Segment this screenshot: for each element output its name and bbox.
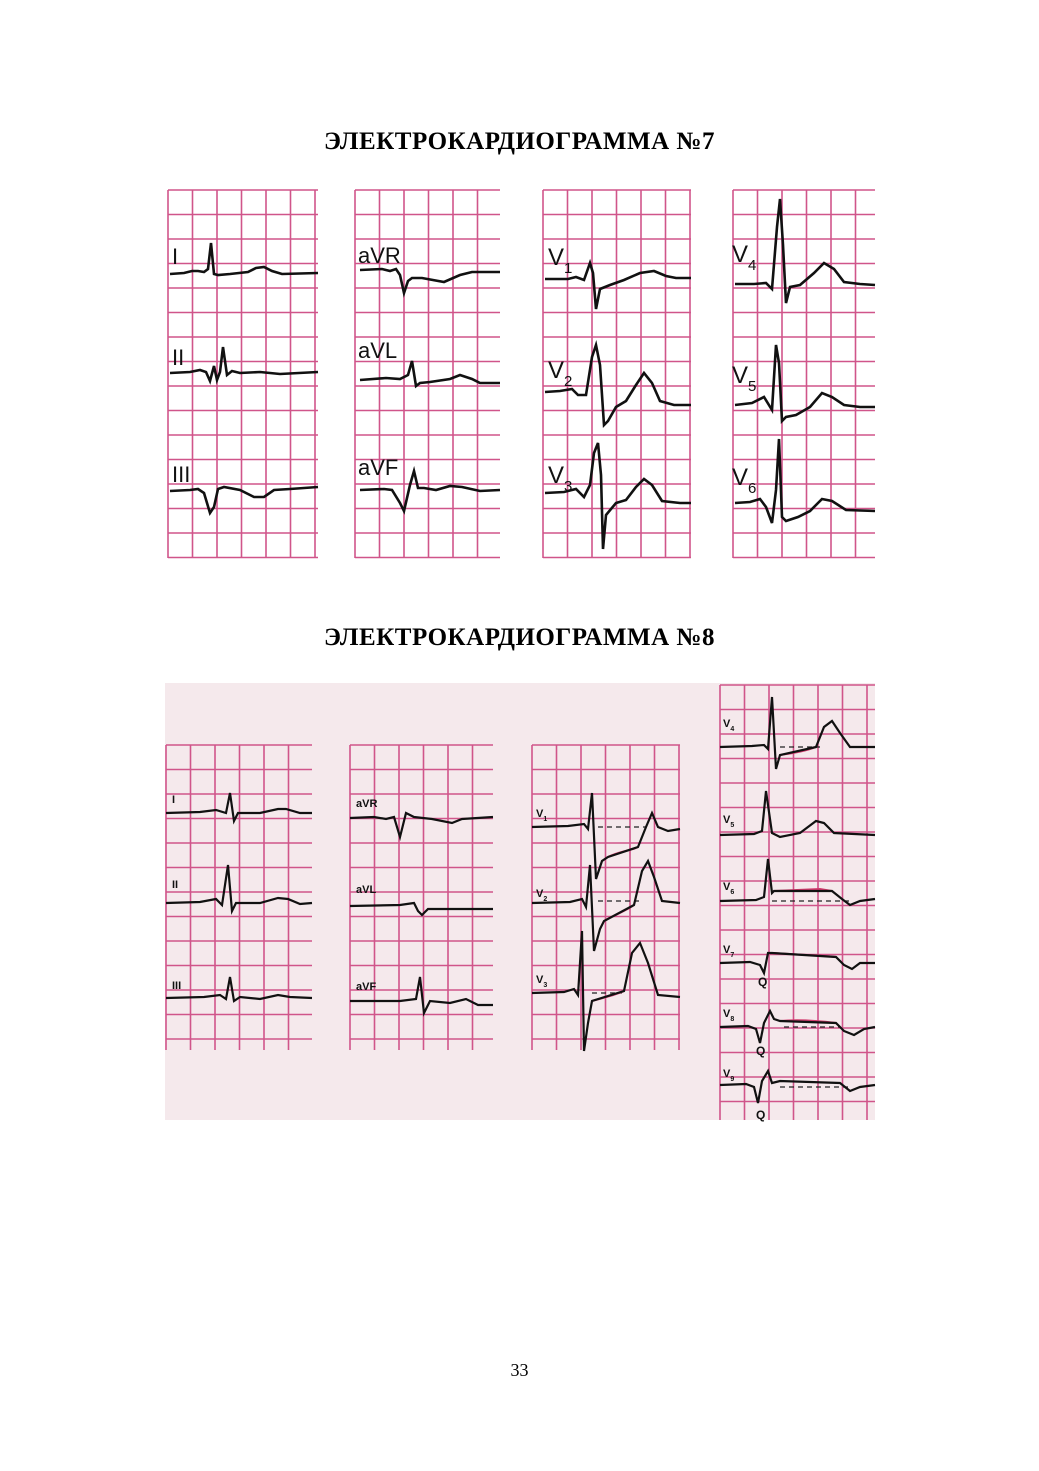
ecg-8-lead-label-ii: II	[172, 879, 179, 891]
ecg-7-lead-label-v3: $V_3$	[548, 462, 573, 495]
ecg-7-lead-label-v5: $V_5$	[732, 362, 757, 395]
ecg-7-figure	[160, 185, 880, 560]
ecg-7-lead-label-v4: $V_4$	[732, 241, 757, 274]
ecg-7-lead-label-i: I	[172, 244, 179, 269]
ecg-8-lead-label-v5: $V_5$	[723, 814, 735, 829]
ecg-8-q-marker-v7: Q	[758, 975, 768, 989]
ecg-8-lead-label-v6: $V_6$	[723, 881, 735, 896]
ecg-8-lead-label-avf: aVF	[356, 981, 377, 993]
ecg-8-lead-label-v8: $V_8$	[723, 1008, 735, 1023]
ecg-8-lead-label-v2: $V_2$	[536, 888, 548, 903]
ecg-7-lead-label-v2: $V_2$	[548, 357, 573, 390]
ecg-7-trace-avl	[360, 361, 500, 386]
ecg-8-lead-label-v3: $V_3$	[536, 974, 548, 989]
ecg-7-trace-avr	[360, 269, 500, 293]
ecg-7-lead-label-v1: $V_1$	[548, 244, 573, 277]
ecg-8-lead-label-i: I	[172, 794, 176, 806]
ecg-8-lead-label-v9: $V_9$	[723, 1068, 735, 1083]
ecg-7-lead-label-avf: aVF	[358, 455, 399, 480]
ecg-7-grid-col-4	[733, 190, 875, 558]
ecg-7-lead-label-avr: aVR	[358, 243, 401, 268]
ecg-8-lead-label-v4: $V_4$	[723, 718, 735, 733]
ecg-8-q-marker-v9: Q	[756, 1108, 766, 1122]
ecg-8-lead-label-avr: aVR	[356, 798, 378, 810]
ecg-8-lead-label-v7: $V_7$	[723, 944, 735, 959]
ecg-8-title: ЭЛЕКТРОКАРДИОГРАММА №8	[323, 624, 716, 651]
ecg-7-lead-label-v6: $V_6$	[732, 464, 757, 497]
ecg-8-q-marker-v8: Q	[756, 1044, 766, 1058]
ecg-7-title: ЭЛЕКТРОКАРДИОГРАММА №7	[323, 128, 716, 155]
ecg-8-figure	[160, 683, 880, 1123]
ecg-8-lead-label-avl: aVL	[356, 884, 377, 896]
ecg-8-lead-label-v1: $V_1$	[536, 808, 548, 823]
ecg-8-lead-label-iii: III	[172, 980, 182, 992]
ecg-7-lead-label-iii: III	[172, 462, 191, 487]
page-number: 33	[510, 1360, 529, 1380]
ecg-7-lead-label-avl: aVL	[358, 338, 398, 363]
ecg-7-lead-label-ii: II	[172, 345, 185, 370]
